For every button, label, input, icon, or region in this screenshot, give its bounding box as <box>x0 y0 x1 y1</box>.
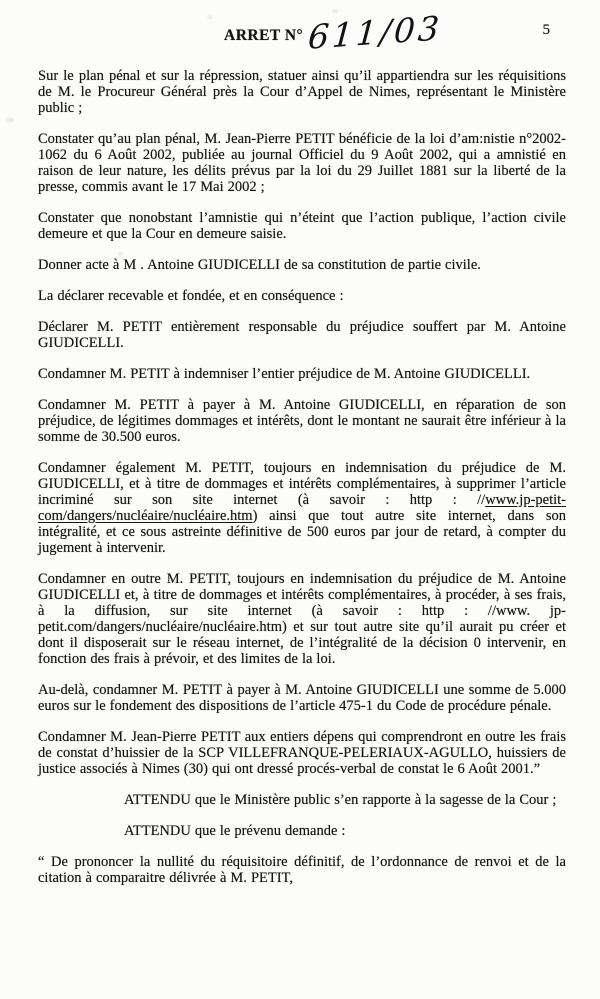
document-title: ARRET N° <box>224 27 304 44</box>
paragraph-text: Condamner en outre M. PETIT, toujours en indemnisation du préjudice de M. Antoine GIUDICELLI et, à titre de dommages et intérêts complémentaires, à procéder, à ses frais, à la diffusion, sur site internet (à savoir : http : //www. jp-petit.com/dangers/nucléaire/nucléaire.htm) et sur tout autre site qu’il aurait pu créer et dont il disposerait sur le réseau internet, de l’intégralité de la décision 0 intervenir, en fonction des frais à prévoir, et des limites de la loi. <box>38 571 566 667</box>
paragraph-11 <box>38 682 566 714</box>
handwritten-case-number: 611/03 <box>307 8 444 57</box>
paragraph-text: La déclarer recevable et fondée, et en conséquence : <box>38 288 344 304</box>
underlined-url: www.jp-petit-com/dangers/nucléaire/nucléaire.htm <box>38 492 566 524</box>
paragraph-text: “ De prononcer la nullité du réquisitoire définitif, de l’ordonnance de renvoi et de la citation à comparaitre délivrée à M. PETIT, <box>38 854 566 886</box>
paragraph-text: Constater que nonobstant l’amnistie qui n’éteint que l’action publique, l’action civile demeure et que la Cour en demeure saisie. <box>38 210 566 242</box>
paragraph-6 <box>38 319 566 351</box>
paragraph-15 <box>38 854 566 886</box>
paragraph-14 <box>38 823 566 839</box>
document-header <box>0 0 600 62</box>
paragraph-text: Donner acte à M . Antoine GIUDICELLI de sa constitution de partie civile. <box>38 257 481 273</box>
paragraph-text: Au-delà, condamner M. PETIT à payer à M. Antoine GIUDICELLI une somme de 5.000 euros sur le fondement des dispositions de l’article 475-1 du Code de procédure pénale. <box>38 682 566 714</box>
paragraph-1 <box>38 68 566 116</box>
page-number: 5 <box>542 22 550 38</box>
paragraph-9 <box>38 460 566 556</box>
paragraph-5 <box>38 288 566 304</box>
paragraph-text: Constater qu’au plan pénal, M. Jean-Pierre PETIT bénéficie de la loi d’am:nistie n°2002-1062 du 6 Août 2002, publiée au journal Officiel du 9 Août 2002, qui a amnistié en raison de leur nature, les délits prévus par la loi du 29 Juillet 1881 sur la liberté de la presse, commis avant le 17 Mai 2002 ; <box>38 131 566 195</box>
paragraph-text: ) ainsi que tout autre site internet, dans son intégralité, et ce sous astreinte définitive de 500 euros par jour de retard, à compter du jugement à intervenir. <box>38 508 566 556</box>
paragraph-7 <box>38 366 566 382</box>
title-group <box>224 8 444 57</box>
paragraph-text: Condamner M. PETIT à payer à M. Antoine GIUDICELLI, en réparation de son préjudice, de légitimes dommages et intérêts, dont le montant ne saurait être inférieur à la somme de 30.500 euros. <box>38 397 566 445</box>
paragraph-text: Sur le plan pénal et sur la répression, statuer ainsi qu’il appartiendra sur les réquisitions de M. le Procureur Général près la Cour d’Appel de Nimes, représentant le Ministère public ; <box>38 68 566 116</box>
paragraph-2 <box>38 131 566 195</box>
paragraph-text: ATTENDU que le Ministère public s’en rapporte à la sagesse de la Cour ; <box>124 792 557 808</box>
paragraph-8 <box>38 397 566 445</box>
paragraph-12 <box>38 729 566 777</box>
paragraph-text: ATTENDU que le prévenu demande : <box>124 823 346 839</box>
paragraph-4 <box>38 257 566 273</box>
document-body <box>0 62 600 886</box>
paragraph-text: Condamner M. PETIT à indemniser l’entier préjudice de M. Antoine GIUDICELLI. <box>38 366 531 382</box>
paragraph-10 <box>38 571 566 667</box>
paragraph-13 <box>38 792 566 808</box>
paragraph-3 <box>38 210 566 242</box>
paragraph-text: Déclarer M. PETIT entièrement responsable du préjudice souffert par M. Antoine GIUDICELLI. <box>38 319 566 351</box>
paragraph-text: Condamner également M. PETIT, toujours en indemnisation du préjudice de M. GIUDICELLI, et à titre de dommages et intérêts complémentaires, à supprimer l’article incriminé sur son site internet (à savoir : http : // <box>38 460 566 508</box>
paragraph-text: Condamner M. Jean-Pierre PETIT aux entiers dépens qui comprendront en outre les frais de constat d’huissier de la SCP VILLEFRANQUE-PELERIAUX-AGULLO, huissiers de justice associés à Nimes (30) qui ont dressé procés-verbal de constat le 6 Août 2001.” <box>38 729 566 777</box>
